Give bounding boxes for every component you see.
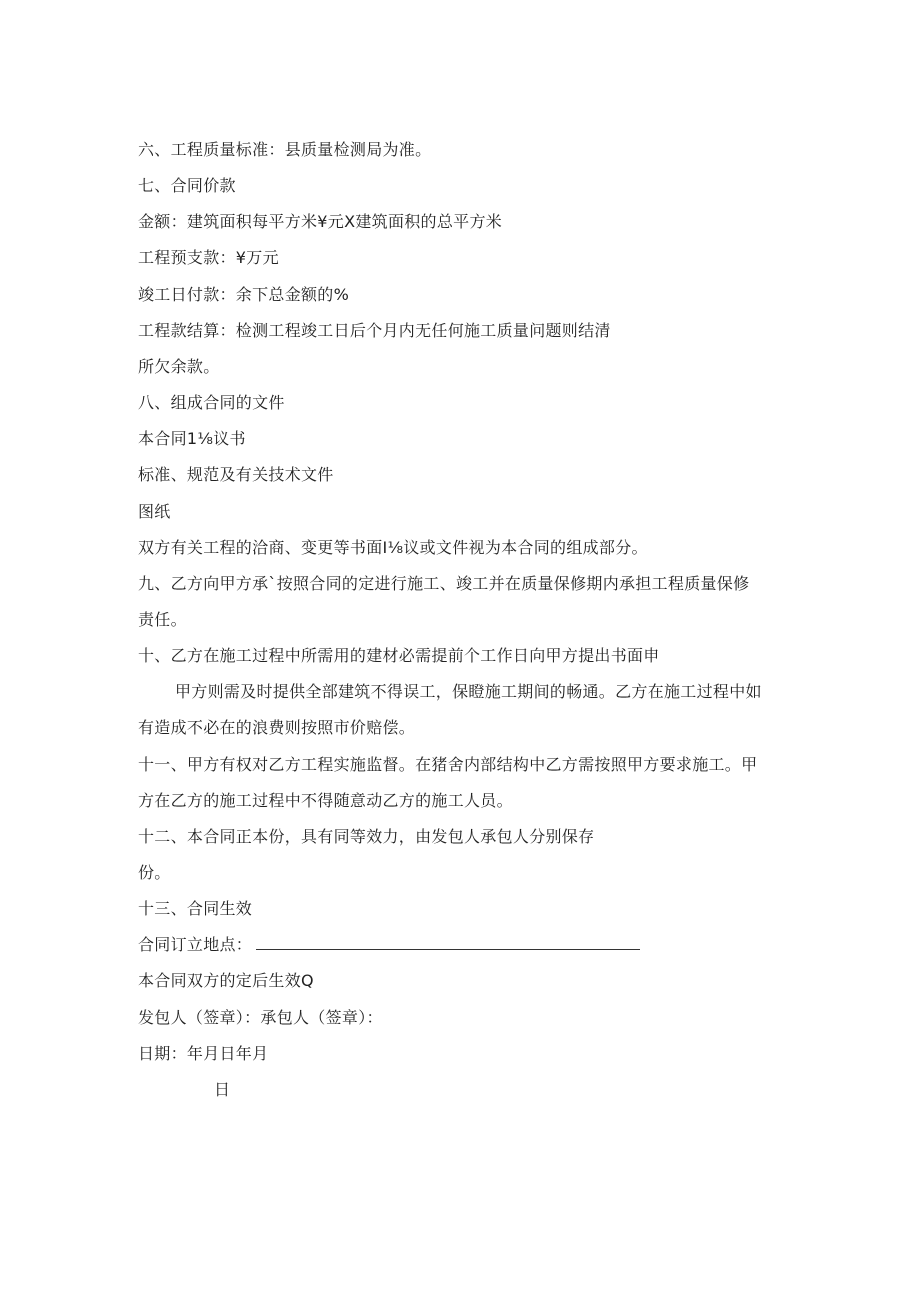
signing-place-row xyxy=(138,934,640,956)
clause-11: 十一、甲方有权对乙方工程实施监督。在猪舍内部结构中乙方需按照甲方要求施工。甲 xyxy=(138,755,758,774)
clause-6-quality-standard: 六、工程质量标准：县质量检测局为准。 xyxy=(138,140,432,159)
date-line-day: 日 xyxy=(214,1080,231,1099)
clause-12-cont: 份。 xyxy=(138,863,171,882)
clause-10-paragraph-cont: 有造成不必在的浪费则按照市价赔偿。 xyxy=(138,718,416,737)
clause-12: 十二、本合同正本份，具有同等效力，由发包人承包人分别保存 xyxy=(138,827,595,846)
signature-line: 发包人（签章）：承包人（签章）： xyxy=(138,1008,383,1027)
signing-place-blank[interactable] xyxy=(256,935,640,950)
signing-place-label: 合同订立地点： xyxy=(138,935,253,954)
clause-9: 九、乙方向甲方承`按照合同的定进行施工、竣工并在质量保修期内承担工程质量保修 xyxy=(138,574,750,593)
effective-line: 本合同双方的定后生效Q xyxy=(138,971,314,990)
date-line: 日期：年月日年月 xyxy=(138,1044,269,1063)
clause-9-cont: 责任。 xyxy=(138,610,187,629)
clause-10: 十、乙方在施工过程中所需用的建材必需提前个工作日向甲方提出书面申 xyxy=(138,646,660,665)
completion-payment-line: 竣工日付款：余下总金额的% xyxy=(138,285,350,304)
document-item-drawings: 图纸 xyxy=(138,502,171,521)
clause-10-paragraph: 甲方则需及时提供全部建筑不得误工，保瞪施工期间的畅通。乙方在施工过程中如 xyxy=(175,682,762,701)
settlement-line: 工程款结算：检测工程竣工日后个月内无任何施工质量问题则结清 xyxy=(138,321,611,340)
clause-7-heading: 七、合同价款 xyxy=(138,176,236,195)
document-item-standards: 标准、规范及有关技术文件 xyxy=(138,465,334,484)
clause-8-heading: 八、组成合同的文件 xyxy=(138,393,285,412)
clause-13-heading: 十三、合同生效 xyxy=(138,899,253,918)
clause-11-cont: 方在乙方的施工过程中不得随意动乙方的施工人员。 xyxy=(138,791,513,810)
document-item-negotiations: 双方有关工程的洽商、变更等书面I⅛议或文件视为本合同的组成部分。 xyxy=(138,538,648,557)
advance-payment-line: 工程预支款：¥万元 xyxy=(138,248,279,267)
settlement-line-cont: 所欠余款。 xyxy=(138,357,220,376)
amount-line: 金额：建筑面积每平方米¥元X建筑面积的总平方米 xyxy=(138,212,503,231)
document-item-agreement: 本合同1⅛议书 xyxy=(138,429,246,448)
